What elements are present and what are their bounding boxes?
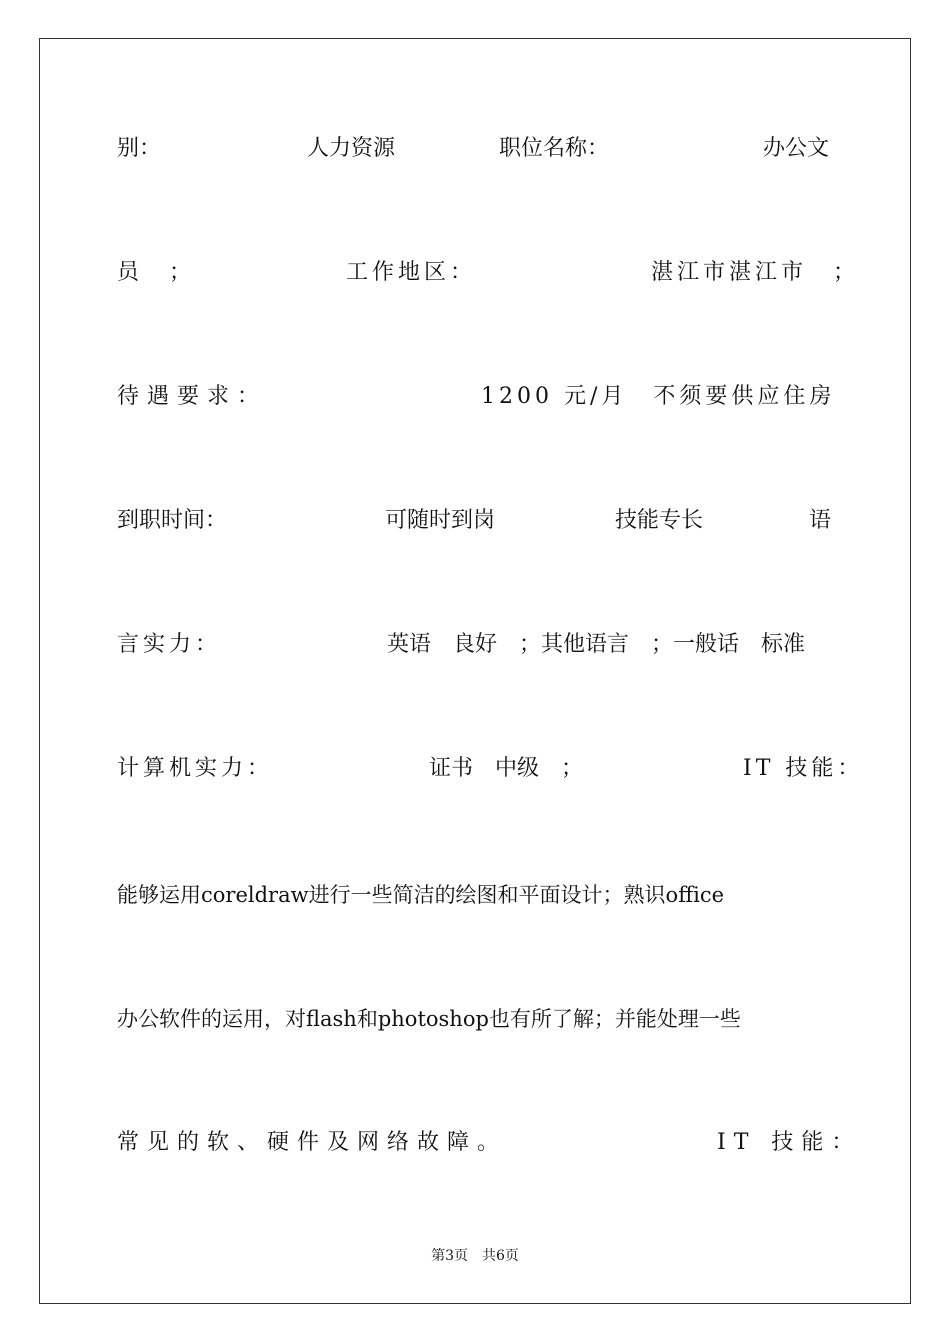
it-skills-text-line-2: 办公软件的运用，对flash和photoshop也有所了解；并能处理一些	[117, 1007, 741, 1031]
resume-row-language	[117, 628, 833, 662]
it-skills-label-repeat: IT 技能：	[717, 1130, 862, 1155]
salary-value: 1200 元/月 不须要供应住房	[481, 384, 836, 409]
it-skills-text-line-3: 常见的软、硬件及网络故障。	[117, 1130, 508, 1155]
language-label-start: 语	[809, 508, 832, 533]
language-label-end: 言实力：	[117, 632, 222, 657]
salary-label: 待遇要求：	[117, 384, 268, 409]
page-number-footer: 第3页 共6页	[431, 1248, 519, 1264]
resume-row-it-desc-1	[117, 878, 833, 912]
start-date-label: 到职时间：	[117, 508, 228, 533]
resume-row-computer	[117, 752, 864, 786]
start-date-value: 可随时到岗	[385, 508, 496, 533]
resume-row-salary	[117, 380, 836, 414]
position-name-label: 职位名称：	[499, 136, 610, 161]
position-name-value-start: 办公文	[763, 136, 830, 161]
work-area-value: 湛江市湛江市 ；	[651, 260, 860, 285]
category-value: 人力资源	[307, 136, 396, 161]
language-value: 英语 良好 ；其他语言 ；一般话 标准	[387, 632, 806, 657]
computer-skill-value: 证书 中级 ；	[429, 756, 584, 781]
resume-row-category	[117, 132, 833, 166]
computer-skill-label: 计算机实力：	[117, 756, 274, 781]
skills-heading: 技能专长	[615, 508, 704, 533]
category-label-tail: 别：	[117, 136, 162, 161]
it-skills-label: IT 技能：	[743, 756, 864, 781]
resume-row-it-desc-2	[117, 1002, 833, 1036]
position-name-value-end: 员 ；	[117, 260, 196, 285]
work-area-label: 工作地区：	[346, 260, 477, 285]
resume-row-work-area	[117, 256, 860, 290]
page-border	[39, 38, 911, 1304]
it-skills-text-line-1: 能够运用coreldraw进行一些简洁的绘图和平面设计；熟识office	[117, 883, 725, 907]
resume-row-start-date	[117, 504, 833, 538]
resume-row-it-desc-3	[117, 1126, 862, 1160]
